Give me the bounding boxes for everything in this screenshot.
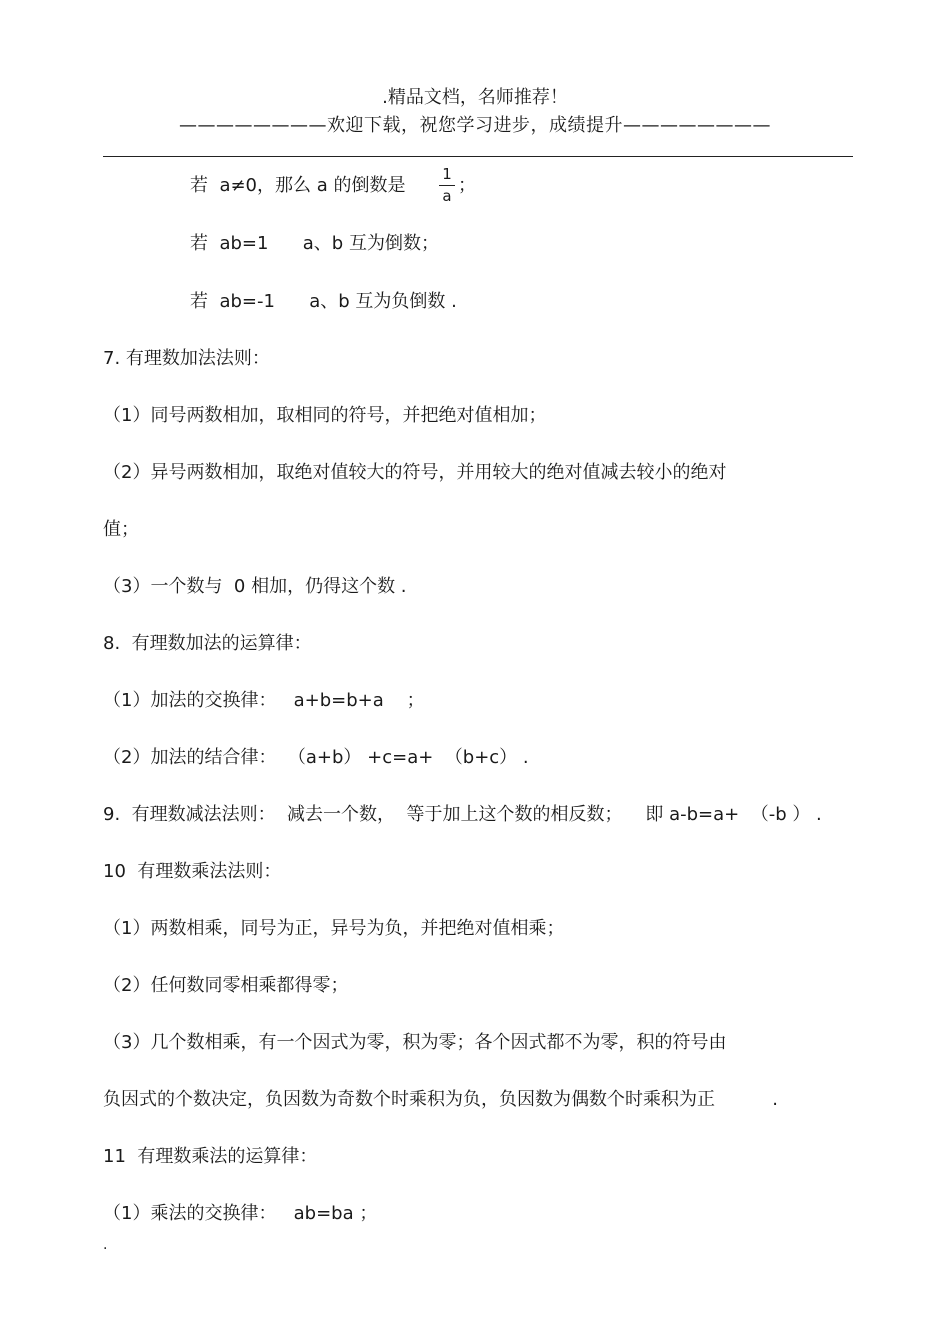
fraction-numerator: 1 [442, 165, 452, 183]
reciprocal-line-end: ； [458, 175, 476, 196]
rule-7-3: （3）一个数与 0 相加，仍得这个数 . [103, 576, 407, 597]
reciprocal-rule-line: 若 ab=1 a、b 互为倒数； [190, 233, 439, 254]
header-subtitle: ————————欢迎下载，祝您学习进步，成绩提升———————— [179, 115, 771, 136]
fraction-bar [439, 185, 455, 186]
rule-10-1: （1）两数相乘，同号为正，异号为负，并把绝对值相乘； [103, 918, 565, 939]
header-rule [103, 156, 853, 157]
rule-10-2: （2）任何数同零相乘都得零； [103, 975, 349, 996]
rule-7-2-cont: 值； [103, 519, 139, 540]
section-7-heading: 7. 有理数加法法则： [103, 348, 270, 369]
reciprocal-line-text: 若 a≠0，那么 a 的倒数是 [190, 175, 406, 196]
fraction-denominator: a [442, 187, 452, 205]
fraction-one-over-a [439, 166, 455, 205]
rule-10-3-cont: 负因式的个数决定，负因数为奇数个时乘积为负，负因数为偶数个时乘积为正 . [103, 1089, 778, 1110]
section-8-heading: 8. 有理数加法的运算律： [103, 633, 312, 654]
rule-8-1: （1）加法的交换律： a+b=b+a ； [103, 690, 425, 711]
rule-7-1: （1）同号两数相加，取相同的符号，并把绝对值相加； [103, 405, 547, 426]
negative-reciprocal-line: 若 ab=-1 a、b 互为负倒数 . [190, 291, 457, 312]
section-10-heading: 10 有理数乘法法则： [103, 861, 282, 882]
rule-10-3: （3）几个数相乘，有一个因式为零，积为零；各个因式都不为零，积的符号由 [103, 1032, 727, 1053]
rule-11-1: （1）乘法的交换律： ab=ba ； [103, 1203, 378, 1224]
rule-7-2: （2）异号两数相加，取绝对值较大的符号，并用较大的绝对值减去较小的绝对 [103, 462, 727, 483]
footer-mark: . [103, 1237, 108, 1253]
section-11-heading: 11 有理数乘法的运算律： [103, 1146, 318, 1167]
header-title: .精品文档，名师推荐！ [382, 87, 568, 108]
rule-8-2: （2）加法的结合律： （a+b） +c=a+ （b+c） . [103, 747, 529, 768]
section-9-heading: 9. 有理数减法法则： 减去一个数， 等于加上这个数的相反数； 即 a-b=a+ （-b ） . [103, 804, 822, 825]
